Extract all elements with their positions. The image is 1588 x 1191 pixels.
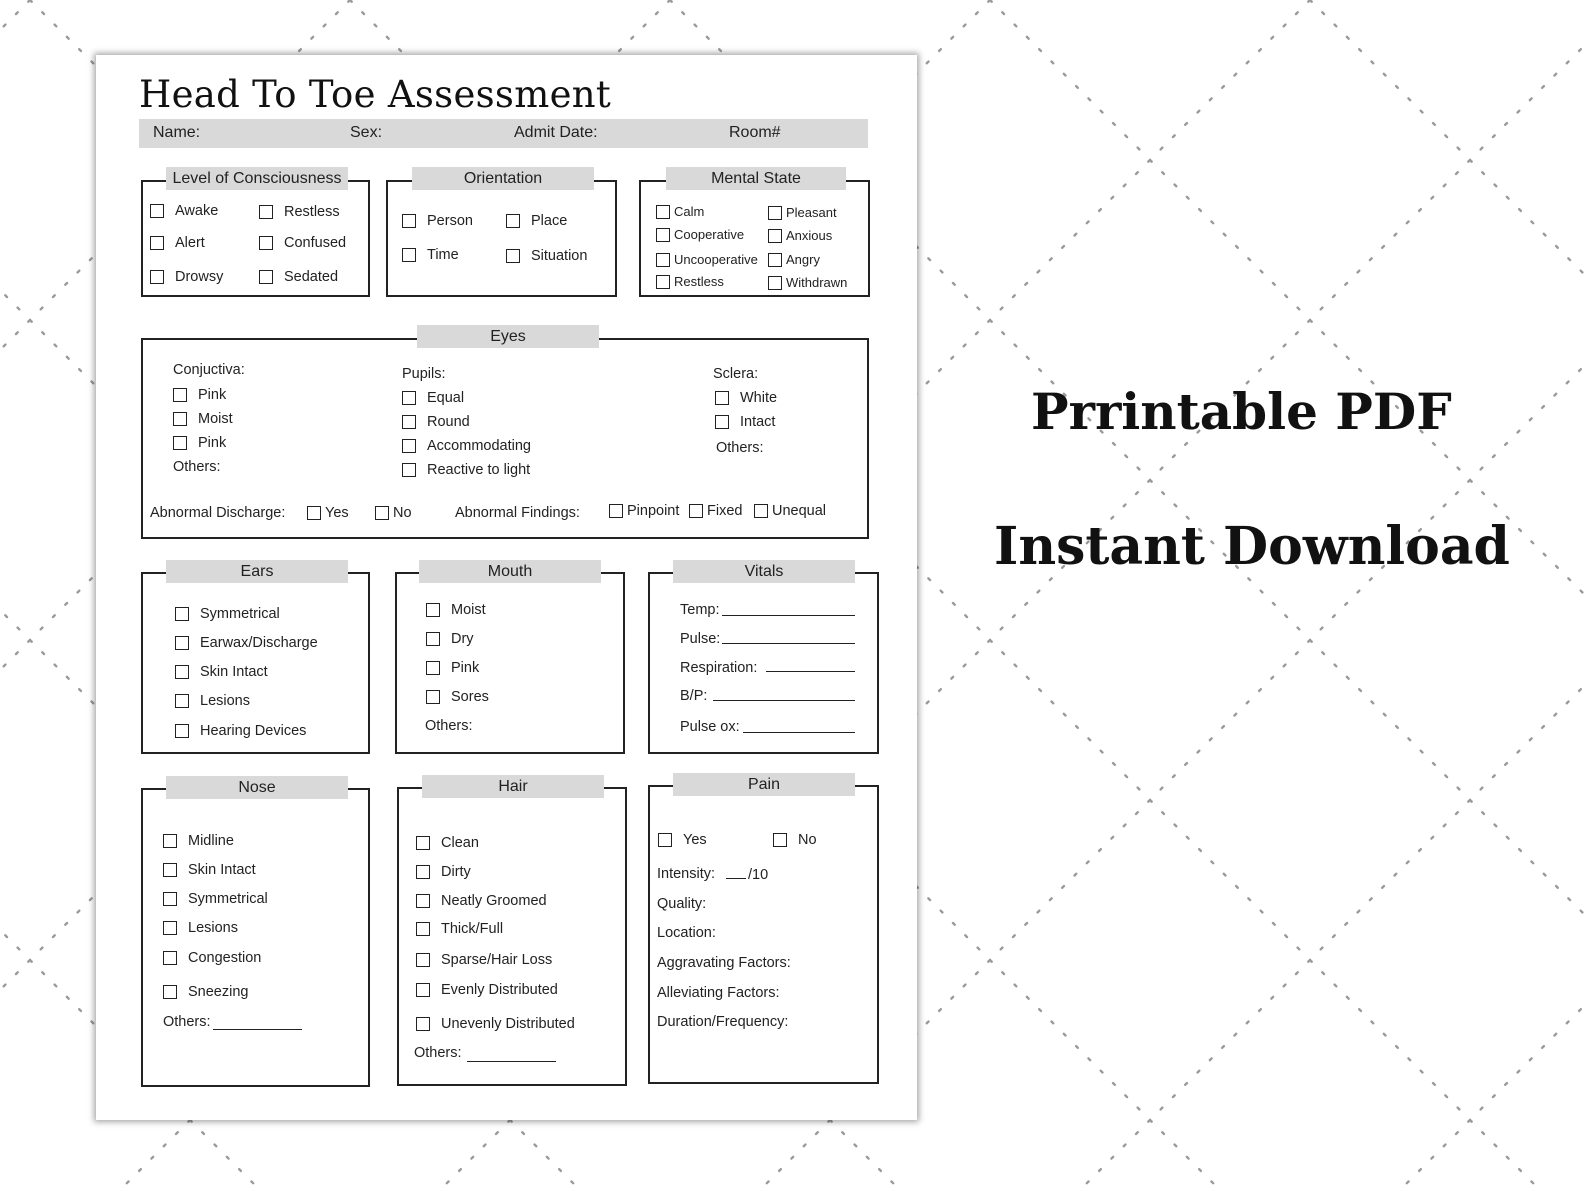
checkbox-box[interactable] bbox=[426, 661, 440, 675]
checkbox-box[interactable] bbox=[768, 206, 782, 220]
vitals-bp-field[interactable] bbox=[713, 700, 855, 701]
checkbox-situation[interactable]: Situation bbox=[506, 248, 587, 264]
checkbox-box[interactable] bbox=[715, 415, 729, 429]
checkbox-pupils-reactive[interactable]: Reactive to light bbox=[402, 462, 530, 478]
admit-date-field[interactable]: Admit Date: bbox=[514, 124, 598, 141]
checkbox-box[interactable] bbox=[402, 391, 416, 405]
checkbox-box[interactable] bbox=[307, 506, 321, 520]
checkbox-discharge-yes[interactable]: Yes bbox=[307, 505, 349, 521]
vitals-pulse-ox-label: Pulse ox: bbox=[680, 719, 740, 735]
pain-intensity-field[interactable] bbox=[726, 878, 746, 879]
sclera-others-label: Others: bbox=[716, 440, 764, 456]
checkbox-discharge-no[interactable]: No bbox=[375, 505, 412, 521]
checkbox-conj-pink-2[interactable]: Pink bbox=[173, 435, 226, 451]
checkbox-angry[interactable]: Angry bbox=[768, 252, 820, 267]
checkbox-box[interactable] bbox=[768, 229, 782, 243]
sex-field[interactable]: Sex: bbox=[350, 124, 383, 141]
checkbox-nose-lesions[interactable]: Lesions bbox=[163, 920, 238, 936]
vitals-temp-field[interactable] bbox=[722, 615, 855, 616]
section-title-mental-state: Mental State bbox=[666, 167, 846, 190]
checkbox-pain-yes[interactable]: Yes bbox=[658, 832, 707, 848]
pain-intensity-label: Intensity: bbox=[657, 866, 716, 882]
section-title-vitals: Vitals bbox=[673, 560, 855, 583]
checkbox-box[interactable] bbox=[426, 632, 440, 646]
checkbox-sclera-white[interactable]: White bbox=[715, 390, 777, 406]
checkbox-box[interactable] bbox=[163, 985, 177, 999]
checkbox-box[interactable] bbox=[175, 636, 189, 650]
checkbox-hair-clean[interactable]: Clean bbox=[416, 835, 479, 851]
checkbox-sclera-intact[interactable]: Intact bbox=[715, 414, 775, 430]
checkbox-nose-congestion[interactable]: Congestion bbox=[163, 950, 261, 966]
checkbox-findings-pinpoint[interactable]: Pinpoint bbox=[609, 503, 679, 519]
checkbox-nose-midline[interactable]: Midline bbox=[163, 833, 234, 849]
checkbox-box[interactable] bbox=[150, 204, 164, 218]
checkbox-box[interactable] bbox=[402, 463, 416, 477]
checkbox-box[interactable] bbox=[416, 922, 430, 936]
checkbox-box[interactable] bbox=[773, 833, 787, 847]
checkbox-findings-unequal[interactable]: Unequal bbox=[754, 503, 826, 519]
checkbox-pupils-equal[interactable]: Equal bbox=[402, 390, 464, 406]
checkbox-hair-thick[interactable]: Thick/Full bbox=[416, 921, 503, 937]
checkbox-calm[interactable]: Calm bbox=[656, 204, 704, 219]
checkbox-box[interactable] bbox=[150, 270, 164, 284]
checkbox-alert[interactable]: Alert bbox=[150, 235, 205, 251]
room-field[interactable]: Room# bbox=[729, 124, 781, 141]
orientation-section bbox=[386, 180, 617, 297]
vitals-respiration-field[interactable] bbox=[766, 671, 855, 672]
checkbox-nose-symmetrical[interactable]: Symmetrical bbox=[163, 891, 268, 907]
section-title-consciousness: Level of Consciousness bbox=[166, 167, 348, 190]
checkbox-place[interactable]: Place bbox=[506, 213, 567, 229]
checkbox-box[interactable] bbox=[426, 603, 440, 617]
hair-others-label: Others: bbox=[414, 1045, 462, 1061]
checkbox-ears-skin-intact[interactable]: Skin Intact bbox=[175, 664, 268, 680]
vitals-bp-label: B/P: bbox=[680, 688, 708, 704]
checkbox-box[interactable] bbox=[416, 953, 430, 967]
checkbox-uncooperative[interactable]: Uncooperative bbox=[656, 252, 758, 267]
checkbox-mouth-dry[interactable]: Dry bbox=[426, 631, 474, 647]
assessment-sheet bbox=[96, 55, 917, 1120]
checkbox-box[interactable] bbox=[163, 892, 177, 906]
checkbox-box[interactable] bbox=[656, 228, 670, 242]
vitals-temp-label: Temp: bbox=[680, 602, 720, 618]
checkbox-box[interactable] bbox=[416, 836, 430, 850]
checkbox-findings-fixed[interactable]: Fixed bbox=[689, 503, 742, 519]
section-title-mouth: Mouth bbox=[419, 560, 601, 583]
mouth-others-label: Others: bbox=[425, 718, 473, 734]
checkbox-nose-sneezing[interactable]: Sneezing bbox=[163, 984, 248, 1000]
checkbox-time[interactable]: Time bbox=[402, 247, 459, 263]
checkbox-box[interactable] bbox=[754, 504, 768, 518]
checkbox-box[interactable] bbox=[259, 270, 273, 284]
checkbox-box[interactable] bbox=[656, 253, 670, 267]
checkbox-withdrawn[interactable]: Withdrawn bbox=[768, 275, 847, 290]
pain-alleviating-label: Alleviating Factors: bbox=[657, 985, 780, 1001]
checkbox-box[interactable] bbox=[768, 276, 782, 290]
checkbox-restless[interactable]: Restless bbox=[259, 204, 340, 220]
checkbox-box[interactable] bbox=[375, 506, 389, 520]
checkbox-person[interactable]: Person bbox=[402, 213, 473, 229]
checkbox-mouth-pink[interactable]: Pink bbox=[426, 660, 479, 676]
checkbox-box[interactable] bbox=[402, 248, 416, 262]
checkbox-box[interactable] bbox=[173, 388, 187, 402]
checkbox-box[interactable] bbox=[416, 1017, 430, 1031]
checkbox-box[interactable] bbox=[689, 504, 703, 518]
vitals-respiration-label: Respiration: bbox=[680, 660, 758, 676]
checkbox-mouth-moist[interactable]: Moist bbox=[426, 602, 486, 618]
checkbox-hair-dirty[interactable]: Dirty bbox=[416, 864, 471, 880]
checkbox-ears-hearing-devices[interactable]: Hearing Devices bbox=[175, 723, 306, 739]
hair-others-field[interactable] bbox=[467, 1061, 556, 1062]
section-title-eyes: Eyes bbox=[417, 325, 599, 348]
checkbox-drowsy[interactable]: Drowsy bbox=[150, 269, 223, 285]
checkbox-box[interactable] bbox=[175, 724, 189, 738]
checkbox-confused[interactable]: Confused bbox=[259, 235, 346, 251]
checkbox-box[interactable] bbox=[150, 236, 164, 250]
checkbox-hair-unevenly[interactable]: Unevenly Distributed bbox=[416, 1016, 575, 1032]
conjunctiva-label: Conjuctiva: bbox=[173, 362, 245, 378]
checkbox-pain-no[interactable]: No bbox=[773, 832, 817, 848]
section-title-ears: Ears bbox=[166, 560, 348, 583]
checkbox-box[interactable] bbox=[259, 205, 273, 219]
pain-duration-label: Duration/Frequency: bbox=[657, 1014, 789, 1030]
checkbox-conj-moist[interactable]: Moist bbox=[173, 411, 233, 427]
abnormal-discharge-label: Abnormal Discharge: bbox=[150, 505, 286, 521]
checkbox-box[interactable] bbox=[402, 214, 416, 228]
checkbox-box[interactable] bbox=[163, 951, 177, 965]
checkbox-box[interactable] bbox=[656, 275, 670, 289]
checkbox-box[interactable] bbox=[416, 865, 430, 879]
checkbox-box[interactable] bbox=[416, 983, 430, 997]
checkbox-box[interactable] bbox=[402, 415, 416, 429]
pain-location-label: Location: bbox=[657, 925, 716, 941]
checkbox-sedated[interactable]: Sedated bbox=[259, 269, 338, 285]
patient-info-bar bbox=[139, 119, 868, 148]
checkbox-hair-evenly[interactable]: Evenly Distributed bbox=[416, 982, 558, 998]
nose-others-field[interactable] bbox=[213, 1029, 302, 1030]
checkbox-pleasant[interactable]: Pleasant bbox=[768, 205, 837, 220]
checkbox-cooperative[interactable]: Cooperative bbox=[656, 227, 744, 242]
checkbox-box[interactable] bbox=[506, 214, 520, 228]
checkbox-box[interactable] bbox=[163, 834, 177, 848]
pain-intensity-suffix: /10 bbox=[748, 867, 769, 883]
pain-aggravating-label: Aggravating Factors: bbox=[657, 955, 791, 971]
checkbox-pupils-accommodating[interactable]: Accommodating bbox=[402, 438, 531, 454]
vitals-pulse-label: Pulse: bbox=[680, 631, 721, 647]
checkbox-box[interactable] bbox=[175, 665, 189, 679]
checkbox-box[interactable] bbox=[506, 249, 520, 263]
promo-instant-download: Instant Download bbox=[994, 516, 1510, 577]
section-title-orientation: Orientation bbox=[412, 167, 594, 190]
checkbox-mouth-sores[interactable]: Sores bbox=[426, 689, 489, 705]
sclera-label: Sclera: bbox=[713, 366, 759, 382]
promo-printable-pdf: Prrintable PDF bbox=[1031, 382, 1452, 441]
vitals-pulse-field[interactable] bbox=[722, 643, 855, 644]
checkbox-box[interactable] bbox=[416, 894, 430, 908]
section-title-pain: Pain bbox=[673, 773, 855, 796]
checkbox-conj-pink[interactable]: Pink bbox=[173, 387, 226, 403]
page-title: Head To Toe Assessment bbox=[139, 73, 612, 116]
conjunctiva-others-label: Others: bbox=[173, 459, 221, 475]
checkbox-box[interactable] bbox=[768, 253, 782, 267]
checkbox-box[interactable] bbox=[173, 412, 187, 426]
checkbox-box[interactable] bbox=[163, 921, 177, 935]
pain-quality-label: Quality: bbox=[657, 896, 707, 912]
checkbox-box[interactable] bbox=[656, 205, 670, 219]
checkbox-box[interactable] bbox=[175, 694, 189, 708]
vitals-pulse-ox-field[interactable] bbox=[743, 732, 855, 733]
pupils-label: Pupils: bbox=[402, 366, 446, 382]
checkbox-box[interactable] bbox=[163, 863, 177, 877]
checkbox-ears-earwax[interactable]: Earwax/Discharge bbox=[175, 635, 318, 651]
checkbox-anxious[interactable]: Anxious bbox=[768, 228, 832, 243]
section-title-hair: Hair bbox=[422, 775, 604, 798]
checkbox-ears-lesions[interactable]: Lesions bbox=[175, 693, 250, 709]
checkbox-box[interactable] bbox=[715, 391, 729, 405]
checkbox-box[interactable] bbox=[609, 504, 623, 518]
section-title-nose: Nose bbox=[166, 776, 348, 799]
checkbox-awake[interactable]: Awake bbox=[150, 203, 218, 219]
checkbox-box[interactable] bbox=[658, 833, 672, 847]
checkbox-hair-sparse[interactable]: Sparse/Hair Loss bbox=[416, 952, 552, 968]
checkbox-restless-mental[interactable]: Restless bbox=[656, 274, 724, 289]
abnormal-findings-label: Abnormal Findings: bbox=[455, 505, 580, 521]
checkbox-box[interactable] bbox=[402, 439, 416, 453]
checkbox-box[interactable] bbox=[259, 236, 273, 250]
checkbox-box[interactable] bbox=[426, 690, 440, 704]
checkbox-box[interactable] bbox=[175, 607, 189, 621]
nose-others-label: Others: bbox=[163, 1014, 211, 1030]
checkbox-pupils-round[interactable]: Round bbox=[402, 414, 470, 430]
name-field[interactable]: Name: bbox=[153, 124, 201, 141]
checkbox-ears-symmetrical[interactable]: Symmetrical bbox=[175, 606, 280, 622]
checkbox-hair-neatly-groomed[interactable]: Neatly Groomed bbox=[416, 893, 547, 909]
checkbox-nose-skin-intact[interactable]: Skin Intact bbox=[163, 862, 256, 878]
checkbox-box[interactable] bbox=[173, 436, 187, 450]
